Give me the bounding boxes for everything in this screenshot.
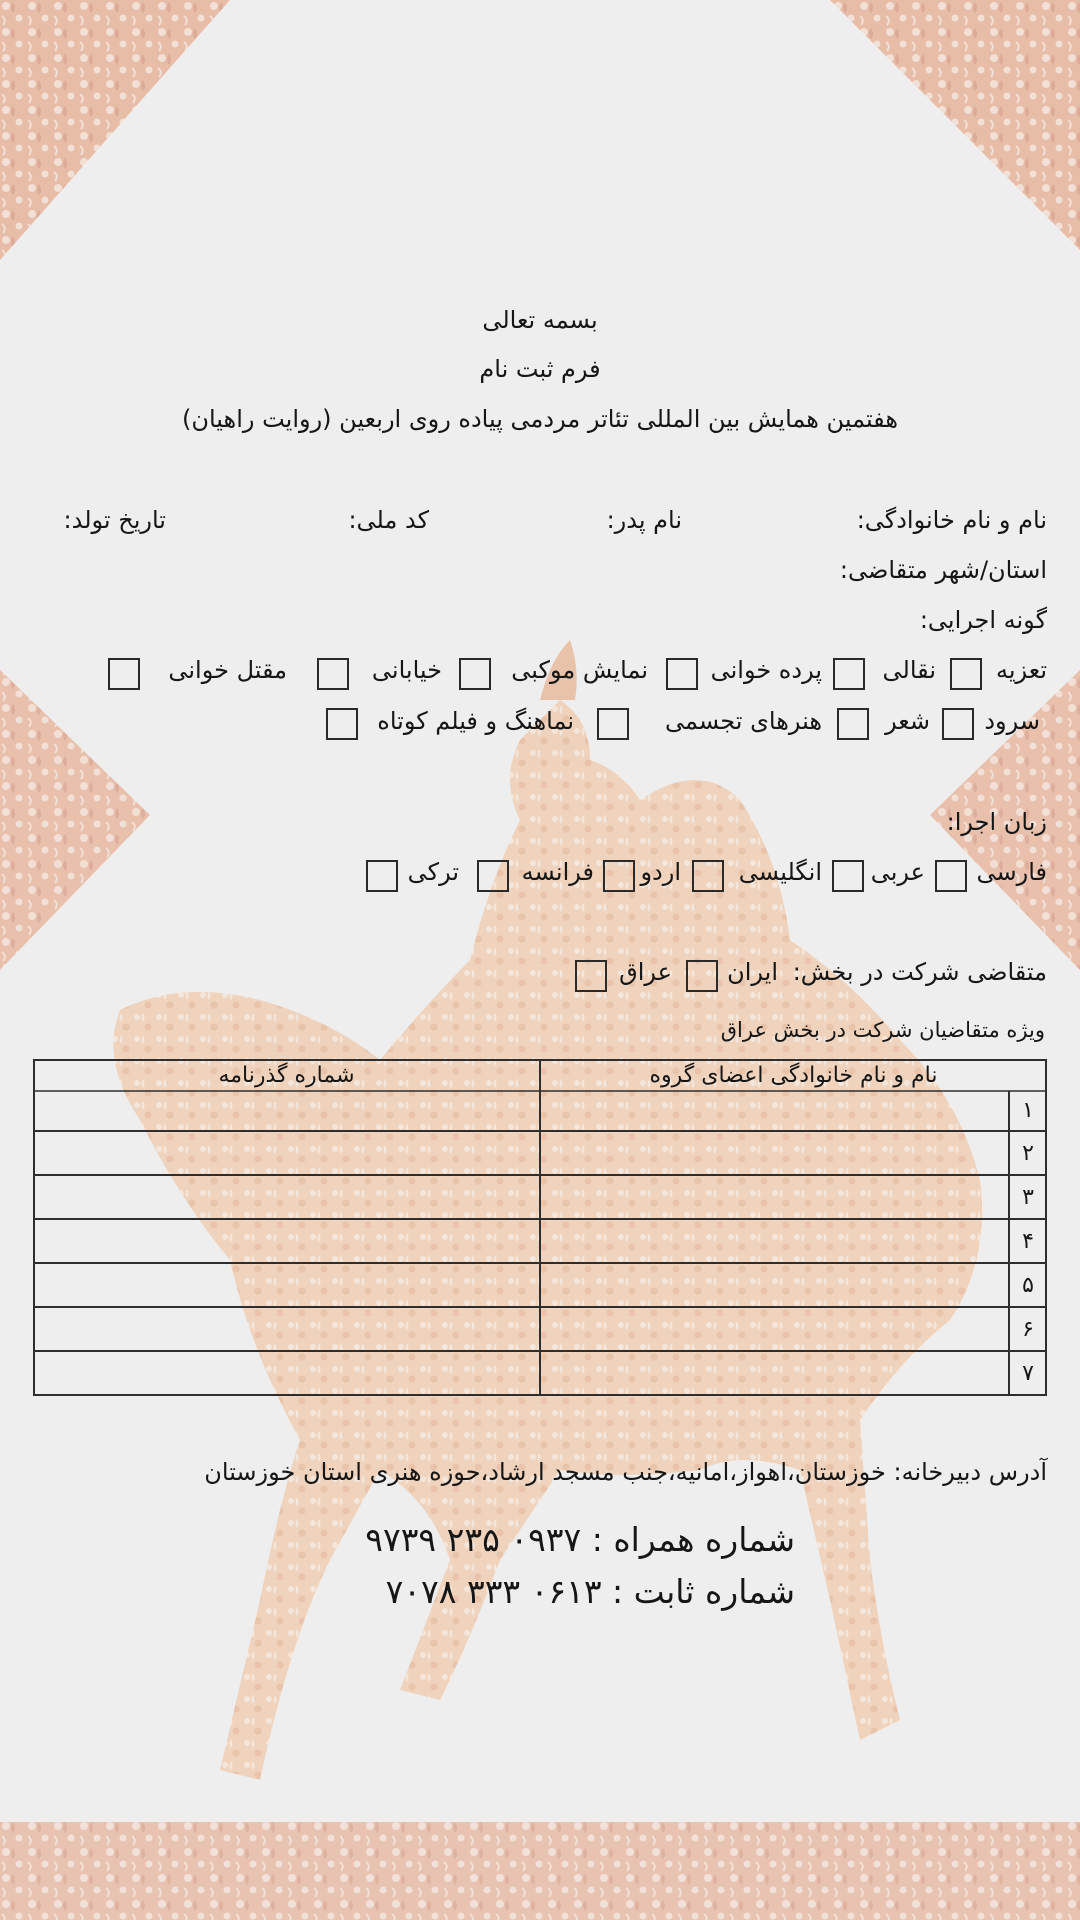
lang-urdu-label: اردو xyxy=(640,858,681,886)
section-iraq-checkbox[interactable] xyxy=(575,960,607,992)
genre-poetry-checkbox[interactable] xyxy=(837,708,869,740)
form-title: فرم ثبت نام xyxy=(479,355,601,383)
event-title: هفتمین همایش بین المللی تئاتر مردمی پیاده روی اربعین (روایت راهیان) xyxy=(182,405,898,433)
section-iraq-label: عراق xyxy=(619,958,672,986)
iraq-section-note: ویژه متقاضیان شرکت در بخش عراق xyxy=(720,1018,1045,1042)
side-ornament-left xyxy=(0,670,150,970)
father-name-label: نام پدر: xyxy=(606,506,682,534)
lang-urdu-checkbox[interactable] xyxy=(603,860,635,892)
genre-music-video-checkbox[interactable] xyxy=(326,708,358,740)
genre-sorood-checkbox[interactable] xyxy=(942,708,974,740)
row-number: ۱ xyxy=(1022,1098,1034,1123)
lang-french-label: فرانسه xyxy=(521,858,594,886)
genre-street-label: خیابانی xyxy=(371,656,442,684)
genre-maqtal-khani-label: مقتل خوانی xyxy=(168,656,287,684)
genre-pardeh-khani-label: پرده خوانی xyxy=(710,656,822,684)
genre-poetry-label: شعر xyxy=(885,707,930,735)
lang-farsi-label: فارسی xyxy=(976,858,1047,886)
lang-farsi-checkbox[interactable] xyxy=(935,860,967,892)
province-city-label: استان/شهر متقاضی: xyxy=(839,556,1047,584)
birth-date-label: تاریخ تولد: xyxy=(63,506,166,534)
row-number: ۲ xyxy=(1022,1141,1034,1166)
genre-street-checkbox[interactable] xyxy=(317,658,349,690)
genre-sorood-label: سرود xyxy=(984,707,1040,735)
row-number: ۵ xyxy=(1022,1273,1034,1298)
genre-naqqali-checkbox[interactable] xyxy=(833,658,865,690)
genre-visual-arts-label: هنرهای تجسمی xyxy=(665,707,822,735)
genre-visual-arts-checkbox[interactable] xyxy=(597,708,629,740)
row-number: ۶ xyxy=(1022,1317,1034,1342)
group-members-table xyxy=(33,1059,1047,1396)
landline-number: شماره ثابت : ۰۶۱۳ ۳۳۳ ۷۰۷۸ xyxy=(385,1572,795,1611)
genre-mokebi-checkbox[interactable] xyxy=(459,658,491,690)
national-code-label: کد ملی: xyxy=(348,506,429,534)
genre-mokebi-label: نمایش موکبی xyxy=(511,656,648,684)
corner-ornament-top-left xyxy=(0,0,230,260)
lang-french-checkbox[interactable] xyxy=(477,860,509,892)
genre-music-video-label: نماهنگ و فیلم کوتاه xyxy=(377,707,574,735)
col-members-header: نام و نام خانوادگی اعضای گروه xyxy=(649,1063,938,1088)
section-label: متقاضی شرکت در بخش: xyxy=(792,958,1047,986)
genre-tazieh-checkbox[interactable] xyxy=(950,658,982,690)
genre-maqtal-khani-checkbox[interactable] xyxy=(108,658,140,690)
lang-english-checkbox[interactable] xyxy=(692,860,724,892)
section-iran-label: ایران xyxy=(727,958,778,986)
lang-english-label: انگلیسی xyxy=(738,858,822,886)
lang-turkish-label: ترکی xyxy=(407,858,459,886)
genre-tazieh-label: تعزیه xyxy=(995,656,1047,684)
row-number: ۴ xyxy=(1022,1229,1034,1254)
row-number: ۷ xyxy=(1022,1361,1034,1386)
corner-ornament-top-right xyxy=(830,0,1080,250)
language-label: زبان اجرا: xyxy=(946,808,1047,836)
lang-arabic-checkbox[interactable] xyxy=(832,860,864,892)
genre-pardeh-khani-checkbox[interactable] xyxy=(666,658,698,690)
secretariat-address: آدرس دبیرخانه: خوزستان،اهواز،امانیه،جنب مسجد ارشاد،حوزه هنری استان خوزستان xyxy=(204,1458,1047,1486)
full-name-label: نام و نام خانوادگی: xyxy=(856,506,1047,534)
lang-arabic-label: عربی xyxy=(870,858,925,886)
basmala-heading: بسمه تعالی xyxy=(482,306,598,334)
lang-turkish-checkbox[interactable] xyxy=(366,860,398,892)
section-iran-checkbox[interactable] xyxy=(686,960,718,992)
genre-naqqali-label: نقالی xyxy=(882,656,936,684)
mobile-number: شماره همراه : ۰۹۳۷ ۲۳۵ ۹۷۳۹ xyxy=(365,1520,795,1559)
row-number: ۳ xyxy=(1022,1185,1034,1210)
genre-label: گونه اجرایی: xyxy=(919,606,1047,634)
bottom-ornament-band xyxy=(0,1822,1080,1920)
col-passport-header: شماره گذرنامه xyxy=(218,1063,355,1088)
